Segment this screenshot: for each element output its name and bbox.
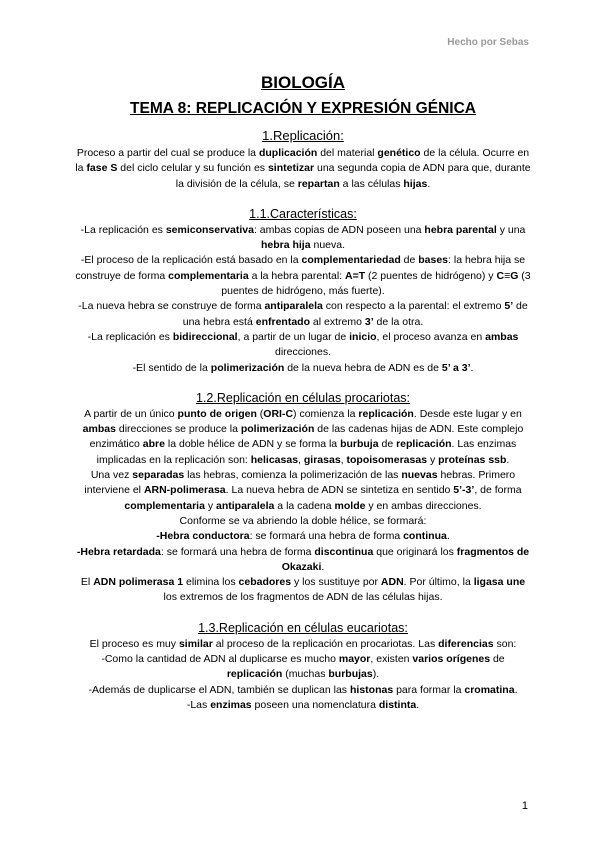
bold-text: -Hebra retardada — [76, 545, 161, 558]
text-run: -Además de duplicarse el ADN, también se duplican las — [88, 683, 350, 696]
paragraph — [74, 407, 532, 468]
text-run: nueva. — [310, 239, 346, 252]
bold-text: abre — [142, 438, 165, 451]
text-run: -El proceso de la replicación está basado en la — [80, 254, 302, 267]
bold-text: 5’ a 3’ — [441, 361, 471, 374]
paragraph — [74, 468, 532, 514]
text-run: (muchas — [282, 668, 329, 681]
bold-text: bidireccional — [172, 330, 238, 343]
bold-text: replicación — [358, 407, 414, 420]
text-run: Conforme se va abriendo la doble hélice, se formará: — [179, 514, 427, 527]
text-run: . Las enzimas implicadas en la replicación son: — [96, 438, 517, 466]
bold-text: semiconservativa — [165, 223, 254, 236]
bold-text: burbujas — [328, 668, 373, 681]
bold-text: duplicación — [258, 147, 318, 159]
bold-text: ambas — [82, 423, 116, 436]
paragraph — [74, 698, 532, 713]
bold-text: complementaria — [168, 269, 249, 282]
text-run: y — [204, 499, 217, 512]
paragraph — [74, 529, 532, 544]
text-run: . La nueva hebra de ADN se sintetiza en sentido — [225, 484, 454, 497]
section-heading: 1.3.Replicación en células eucariotas: — [198, 620, 408, 635]
text-run: de una hebra está — [182, 300, 528, 328]
text-run: : se formará una hebra de forma — [160, 545, 315, 558]
text-run: y — [427, 453, 439, 466]
text-run: -La replicación es — [87, 330, 173, 343]
author-label: Hecho por Sebas — [447, 37, 529, 48]
text-run: . — [514, 683, 518, 696]
bold-text: repartan — [297, 177, 340, 190]
bold-text: C≡G — [496, 269, 519, 282]
bold-text: fragmentos de Okazaki — [281, 545, 530, 573]
bold-text: helicasas — [250, 453, 299, 466]
bold-text: replicación — [396, 438, 452, 451]
text-run: Proceso a partir del cual se produce la — [76, 147, 259, 159]
bold-text: ADN polimerasa 1 — [93, 576, 184, 589]
text-run: -La replicación es — [80, 223, 166, 236]
bold-text: enzimas — [210, 698, 252, 711]
text-run: hebras. Primero interviene el — [84, 469, 516, 497]
text-run: . — [446, 530, 450, 543]
paragraph — [74, 637, 532, 652]
section-heading: 1.2.Replicación en células procariotas: — [195, 390, 410, 405]
text-run: al extremo — [310, 315, 365, 328]
text-run: , existen — [370, 653, 413, 666]
bold-text: hebra hija — [260, 239, 311, 252]
section-heading: 1.Replicación: — [262, 128, 344, 143]
bold-text: distinta — [378, 698, 417, 711]
text-run: de — [400, 254, 419, 267]
sections-container — [74, 127, 532, 713]
paragraph — [74, 223, 532, 254]
bold-text: bases — [418, 254, 449, 267]
text-run: del ciclo celular y su función es — [117, 162, 268, 175]
text-run: elimina los — [183, 576, 239, 589]
paragraph — [74, 575, 532, 606]
text-run: Una vez — [90, 469, 133, 482]
bold-text: ADN — [380, 576, 404, 589]
text-run: , de forma — [474, 484, 522, 497]
text-run: direcciones se produce la — [115, 423, 241, 436]
text-run: las hebras, comienza la polimerización de las — [184, 469, 402, 482]
section-heading: 1.1.Características: — [249, 206, 357, 221]
bold-text: polimerización — [210, 361, 285, 374]
paragraph — [74, 514, 532, 529]
bold-text: separadas — [132, 469, 185, 482]
paragraph — [74, 330, 532, 361]
text-run: . — [321, 560, 325, 573]
bold-text: genético — [377, 147, 421, 159]
bold-text: complementariedad — [301, 254, 401, 267]
text-run: de la otra. — [373, 315, 424, 328]
bold-text: diferencias — [438, 637, 494, 650]
text-run: -La nueva hebra se construye de forma — [78, 300, 265, 313]
text-run: de la nueva hebra de ADN es de — [284, 361, 442, 374]
document-title: BIOLOGÍA — [260, 73, 346, 92]
text-run: a la hebra parental: — [248, 269, 345, 282]
text-run: . — [416, 698, 420, 711]
text-run: (2 puentes de hidrógeno) y — [365, 269, 497, 282]
bold-text: girasas — [303, 453, 341, 466]
bold-text: ARN-polimerasa — [143, 484, 226, 497]
text-run: direcciones. — [274, 346, 332, 359]
bold-text: 5’-3’ — [453, 484, 475, 497]
document-body — [74, 72, 532, 713]
bold-text: -Hebra conductora — [156, 530, 250, 543]
text-run: una segunda copia de ADN para que, durante la división de la célula, se — [175, 162, 531, 190]
text-run: , — [298, 453, 304, 466]
text-run: y una — [496, 223, 526, 236]
text-run: : se formará una hebra de forma — [249, 530, 404, 543]
page-number: 1 — [521, 800, 528, 812]
text-run: , a partir de un lugar de — [237, 330, 350, 343]
paragraph — [74, 545, 532, 576]
bold-text: topoisomerasas — [346, 453, 428, 466]
paragraph — [74, 652, 532, 683]
paragraph — [74, 361, 532, 376]
bold-text: discontinua — [314, 545, 374, 558]
text-run: ) comienza la — [293, 407, 359, 420]
text-run: son: — [493, 637, 517, 650]
text-run: . Desde este lugar y en — [413, 407, 522, 420]
text-run: , — [340, 453, 347, 466]
bold-text: hebra parental — [424, 223, 497, 236]
bold-text: replicación — [226, 668, 283, 681]
bold-text: burbuja — [340, 438, 379, 451]
text-run: para formar la — [393, 683, 465, 696]
text-run: -Las — [186, 698, 211, 711]
bold-text: ambas — [485, 330, 519, 343]
bold-text: similar — [178, 637, 213, 650]
bold-text: sintetizar — [267, 162, 315, 175]
text-run: y en ambas direcciones. — [365, 499, 482, 512]
text-run: . Por último, la — [403, 576, 474, 589]
bold-text: mayor — [338, 653, 371, 666]
bold-text: molde — [334, 499, 366, 512]
bold-text: enfrentado — [255, 315, 310, 328]
bold-text: 3’ — [364, 315, 374, 328]
paragraph — [74, 253, 532, 299]
text-run: la doble hélice de ADN y se forma la — [164, 438, 341, 451]
bold-text: continua — [403, 530, 447, 543]
text-run: El proceso es muy — [89, 637, 179, 650]
bold-text: hijas — [403, 177, 428, 190]
bold-text: inicio — [349, 330, 377, 343]
bold-text: histonas — [349, 683, 394, 696]
bold-text: ligasa — [473, 576, 504, 589]
bold-text: complementaria — [124, 499, 205, 512]
paragraph — [74, 146, 532, 192]
text-run: (3 puentes de hidrógeno, más fuerte). — [221, 269, 531, 298]
text-run: , el proceso avanza en — [376, 330, 486, 343]
bold-text: antiparalela — [264, 300, 323, 313]
bold-text: polimerización — [240, 423, 315, 436]
text-run: de — [378, 438, 397, 451]
bold-text: cromatina — [464, 683, 515, 696]
text-run: ( — [256, 407, 264, 420]
bold-text: A=T — [345, 269, 366, 282]
bold-text: antiparalela — [216, 499, 275, 512]
text-run: y los sustituye por — [291, 576, 381, 589]
text-run: de las cadenas hijas de ADN. Este complejo enzimático — [89, 423, 524, 451]
text-run: de la célula. Ocurre en la — [75, 147, 530, 175]
text-run: con respecto a la parental: el extremo — [322, 300, 505, 313]
text-run: del material — [317, 147, 378, 159]
bold-text: fase S — [86, 162, 118, 175]
text-run: . — [427, 177, 431, 190]
bold-text: 5’ — [504, 300, 514, 313]
text-run: -El sentido de la — [132, 361, 211, 374]
paragraph — [74, 299, 532, 330]
text-run: al proceso de la replicación en procariotas. Las — [212, 637, 439, 650]
text-run: : ambas copias de ADN poseen una — [253, 223, 425, 236]
text-run: El — [80, 576, 94, 589]
bold-text: punto de origen — [177, 407, 257, 420]
text-run: de — [490, 653, 505, 666]
text-run: poseen una nomenclatura — [251, 698, 379, 711]
text-run: que originará los — [373, 545, 457, 558]
bold-text: nuevas — [401, 469, 438, 482]
text-run: a la cadena — [274, 499, 335, 512]
text-run: . — [506, 453, 510, 466]
text-run: . — [470, 361, 474, 374]
text-run: A partir de un único — [84, 407, 178, 420]
text-run: a las células — [339, 177, 404, 190]
text-run: -Como la cantidad de ADN al duplicarse es mucho — [101, 653, 339, 666]
document-subtitle: TEMA 8: REPLICACIÓN Y EXPRESIÓN GÉNICA — [130, 100, 476, 117]
text-run: ). — [372, 668, 380, 681]
bold-text: cebadores — [238, 576, 292, 589]
text-run: los extremos de los fragmentos de ADN de las células hijas. — [163, 591, 443, 604]
bold-text: une — [506, 576, 526, 589]
bold-text: proteínas ssb — [438, 453, 507, 466]
bold-text: ORI-C — [263, 407, 294, 420]
bold-text: varios orígenes — [412, 653, 491, 666]
text-run: : la hebra hija se construye de forma — [75, 254, 526, 282]
paragraph — [74, 683, 532, 698]
